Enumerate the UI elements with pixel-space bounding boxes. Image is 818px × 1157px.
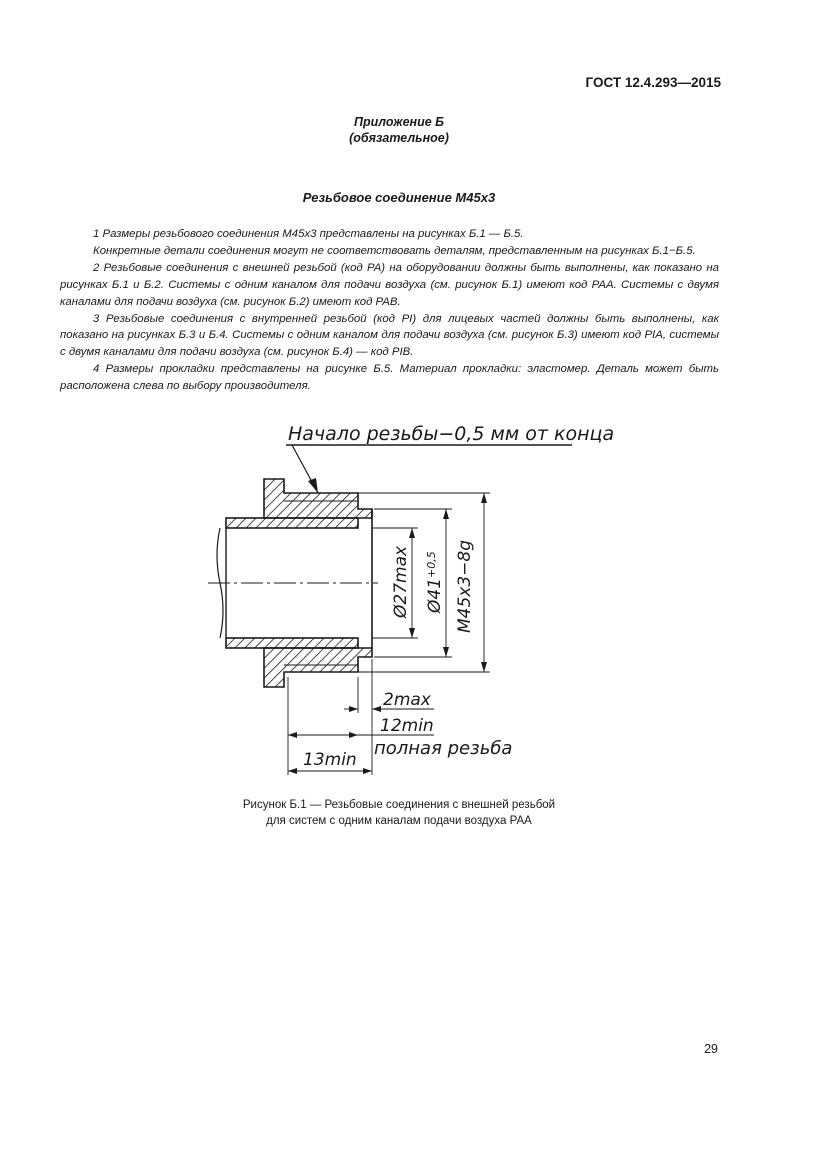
thread-drawing xyxy=(200,415,615,785)
body-text xyxy=(60,226,719,395)
page-number: 29 xyxy=(704,1042,718,1056)
dim-thread-label: М45х3−8g xyxy=(455,539,475,633)
tube-wall-top xyxy=(226,518,358,528)
dim-mid-base: Ø41 xyxy=(425,577,445,613)
dim-arrow xyxy=(349,732,358,738)
dim-arrow xyxy=(443,647,449,657)
leader-arrow xyxy=(308,478,318,493)
appendix-heading xyxy=(0,114,818,146)
dim-arrow xyxy=(481,493,487,503)
section-title xyxy=(0,190,818,205)
dim-12min-label: 12min xyxy=(380,716,434,736)
dim-inner-label: Ø27max xyxy=(391,545,411,618)
dim-mid-tolerance: +0,5 xyxy=(425,551,438,578)
caption-line-1: Рисунок Б.1 — Резьбовые соединения с внешней резьбой xyxy=(242,799,556,811)
nut-section-bottom xyxy=(264,648,372,687)
figure-b1 xyxy=(200,415,615,790)
dim-arrow xyxy=(349,706,358,712)
dim-arrow xyxy=(481,662,487,672)
nut-section-top xyxy=(264,479,372,518)
dim-arrow xyxy=(372,706,381,712)
paragraph: 4 Размеры прокладки представлены на рисунке Б.5. Материал прокладки: эластомер. Деталь может быть расположена слева по выбору производителя. xyxy=(60,363,719,393)
paragraph: 2 Резьбовые соединения с внешней резьбой (код РА) на оборудовании должны быть выполнены, как показано на рисунках Б.1 и Б.2. Системы с одним каналом для подачи воздуха (см. рисунок Б.1) имеют код РАА. Системы с двумя каналами для подачи воздуха (см. рисунок Б.2) имеют код РАВ. xyxy=(60,261,719,308)
caption-line-2: для систем с одним каналам подачи воздуха РАА xyxy=(266,815,532,827)
dim-arrow xyxy=(363,768,372,774)
dim-arrow xyxy=(409,528,415,538)
paragraph: 1 Размеры резьбового соединения М45х3 представлены на рисунках Б.1 — Б.5. xyxy=(93,228,524,240)
dim-13min-label: 13min xyxy=(303,750,357,770)
dim-arrow xyxy=(288,732,297,738)
leader-note: Начало резьбы−0,5 мм от конца xyxy=(288,423,615,445)
full-thread-label: полная резьба xyxy=(374,738,513,759)
dim-2max-label: 2max xyxy=(383,690,431,710)
appendix-title: Приложение Б xyxy=(354,115,444,129)
dim-arrow xyxy=(409,628,415,638)
dim-mid-label xyxy=(425,551,445,614)
paragraph: 3 Резьбовые соединения с внутренней резьбой (код PI) для лицевых частей должны быть выполнены, как показано на рисунках Б.3 и Б.4. Системы с одним каналом для подачи воздуха (см. рисунок Б.3) имеют код PIA, системы с двумя каналами для подачи воздуха (см. рисунок Б.4) — код PIB. xyxy=(60,312,719,359)
dim-arrow xyxy=(443,509,449,519)
appendix-status: (обязательное) xyxy=(349,131,449,145)
paragraph: Конкретные детали соединения могут не соответствовать деталям, представленным на рисунках Б.1−Б.5. xyxy=(93,244,696,257)
section-title-text: Резьбовое соединение М45х3 xyxy=(302,190,496,205)
standard-code: ГОСТ 12.4.293—2015 xyxy=(585,75,721,90)
tube-wall-bottom xyxy=(226,638,358,648)
dim-arrow xyxy=(288,768,297,774)
figure-caption xyxy=(0,797,818,829)
